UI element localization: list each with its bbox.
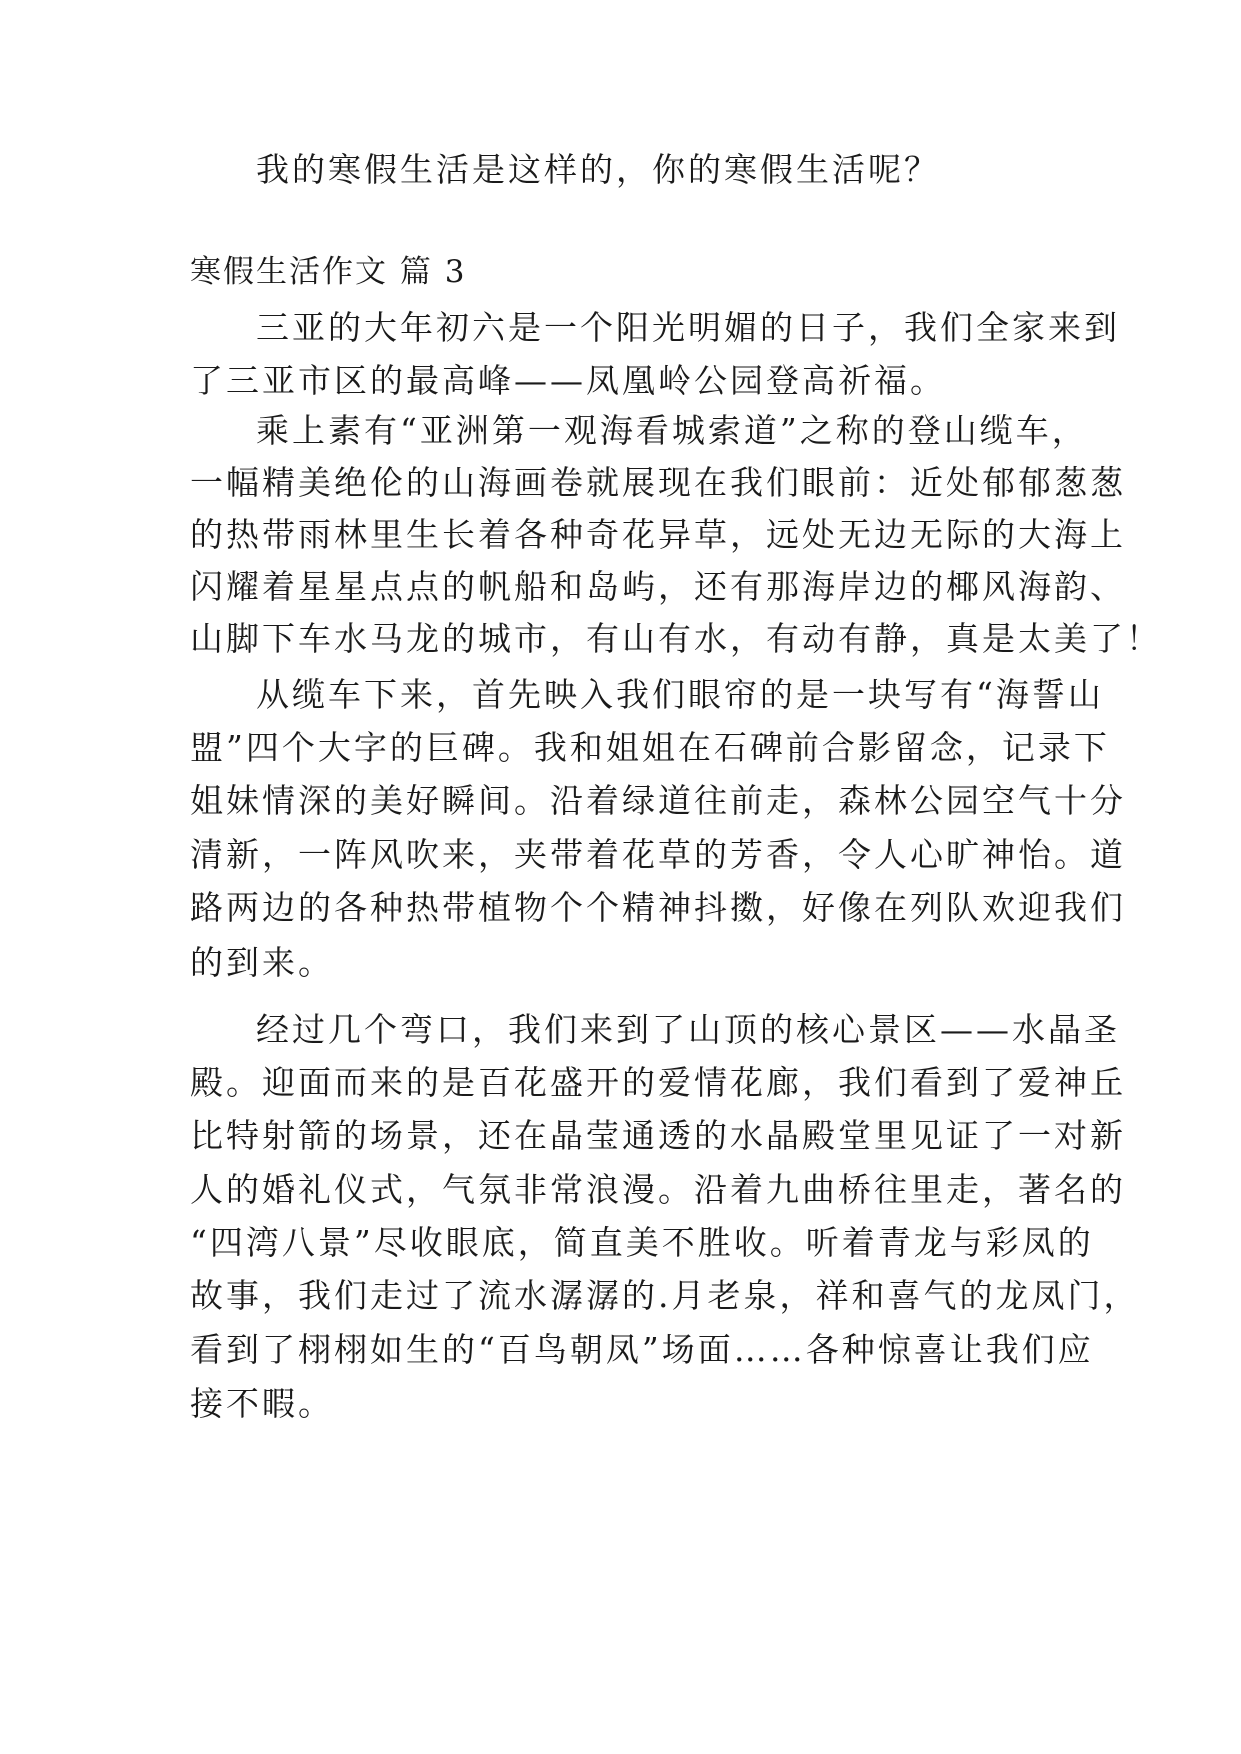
paragraph-3-line-6: 的到来。 [190, 943, 334, 982]
intro-line: 我的寒假生活是这样的，你的寒假生活呢？ [256, 150, 940, 189]
paragraph-2-line-4: 闪耀着星星点点的帆船和岛屿，还有那海岸边的椰风海韵、 [190, 567, 1126, 606]
paragraph-2-line-1: 乘上素有“亚洲第一观海看城索道”之称的登山缆车， [256, 411, 1088, 450]
paragraph-1-line-2: 了三亚市区的最高峰——凤凰岭公园登高祈福。 [190, 361, 946, 400]
paragraph-2-line-2: 一幅精美绝伦的山海画卷就展现在我们眼前：近处郁郁葱葱 [190, 463, 1126, 502]
paragraph-4-line-1: 经过几个弯口，我们来到了山顶的核心景区——水晶圣 [256, 1010, 1120, 1049]
paragraph-3-line-3: 姐妹情深的美好瞬间。沿着绿道往前走，森林公园空气十分 [190, 781, 1126, 820]
paragraph-4-line-7: 看到了栩栩如生的“百鸟朝凤”场面……各种惊喜让我们应 [190, 1330, 1094, 1369]
paragraph-4-line-3: 比特射箭的场景，还在晶莹通透的水晶殿堂里见证了一对新 [190, 1116, 1126, 1155]
paragraph-1-line-1: 三亚的大年初六是一个阳光明媚的日子，我们全家来到 [256, 308, 1120, 347]
section-heading: 寒假生活作文 篇 3 [190, 254, 467, 290]
paragraph-3-line-2: 盟”四个大字的巨碑。我和姐姐在石碑前合影留念，记录下 [190, 728, 1110, 767]
paragraph-3-line-5: 路两边的各种热带植物个个精神抖擞，好像在列队欢迎我们 [190, 888, 1126, 927]
paragraph-4-line-4: 人的婚礼仪式，气氛非常浪漫。沿着九曲桥往里走，著名的 [190, 1170, 1126, 1209]
paragraph-4-line-2: 殿。迎面而来的是百花盛开的爱情花廊，我们看到了爱神丘 [190, 1063, 1126, 1102]
paragraph-2-line-3: 的热带雨林里生长着各种奇花异草，远处无边无际的大海上 [190, 515, 1126, 554]
paragraph-4-line-6: 故事，我们走过了流水潺潺的.月老泉，祥和喜气的龙凤门， [190, 1276, 1140, 1315]
paragraph-2-line-5: 山脚下车水马龙的城市，有山有水，有动有静，真是太美了！ [190, 619, 1162, 658]
paragraph-4-line-8: 接不暇。 [190, 1384, 334, 1423]
paragraph-3-line-1: 从缆车下来，首先映入我们眼帘的是一块写有“海誓山 [256, 675, 1104, 714]
paragraph-3-line-4: 清新，一阵风吹来，夹带着花草的芳香，令人心旷神怡。道 [190, 835, 1126, 874]
paragraph-4-line-5: “四湾八景”尽收眼底，简直美不胜收。听着青龙与彩凤的 [190, 1223, 1094, 1262]
